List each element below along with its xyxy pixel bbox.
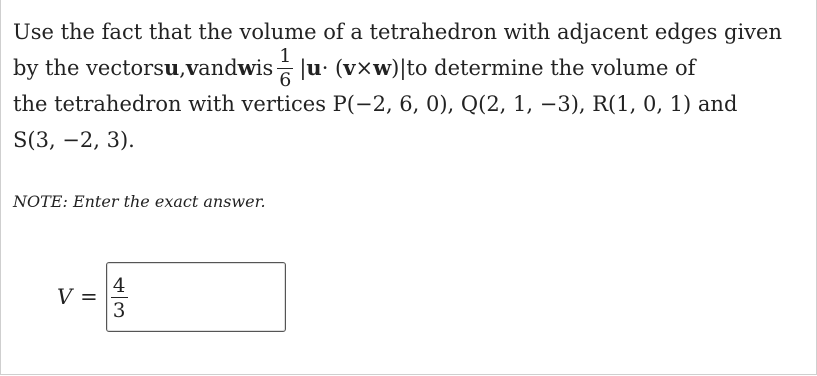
fraction-denominator: 6 <box>279 68 292 91</box>
answer-denominator: 3 <box>112 297 126 322</box>
and-text: and <box>198 56 238 80</box>
equals-sign: = <box>80 285 98 309</box>
vector-u-formula: u <box>306 55 322 80</box>
abs-open: | <box>299 56 307 80</box>
note-text: NOTE: Enter the exact answer. <box>13 192 266 211</box>
problem-text-line-3: the tetrahedron with vertices P(−2, 6, 0), Q(2, 1, −3), R(1, 0, 1) and <box>13 92 738 116</box>
one-sixth-fraction <box>277 44 293 91</box>
cross-operator: × <box>355 56 374 80</box>
answer-row <box>57 262 286 332</box>
vector-w-formula: w <box>373 55 392 80</box>
dot-operator: · ( <box>321 56 344 80</box>
problem-statement <box>13 14 808 158</box>
comma-separator: , <box>179 56 186 80</box>
vector-v: v <box>185 55 199 80</box>
vector-w: w <box>237 55 256 80</box>
problem-text-line-2-end: to determine the volume of <box>406 56 696 80</box>
answer-variable: V <box>57 285 73 309</box>
problem-line-4 <box>13 122 808 158</box>
abs-close: )| <box>391 56 407 80</box>
problem-text-line-4: S(3, −2, 3). <box>13 128 135 152</box>
answer-fraction <box>111 272 128 322</box>
vector-v-formula: v <box>343 55 356 80</box>
vector-u: u <box>164 55 180 80</box>
problem-line-2 <box>13 44 808 91</box>
is-text: is <box>255 56 274 80</box>
fraction-numerator: 1 <box>279 44 292 67</box>
problem-text-line-1: Use the fact that the volume of a tetrahedron with adjacent edges given <box>13 20 782 44</box>
answer-numerator: 4 <box>112 272 126 297</box>
problem-line-1 <box>13 14 808 50</box>
problem-text-line-2-start: by the vectors <box>13 56 164 80</box>
answer-input[interactable] <box>106 262 286 332</box>
problem-line-3 <box>13 86 808 122</box>
